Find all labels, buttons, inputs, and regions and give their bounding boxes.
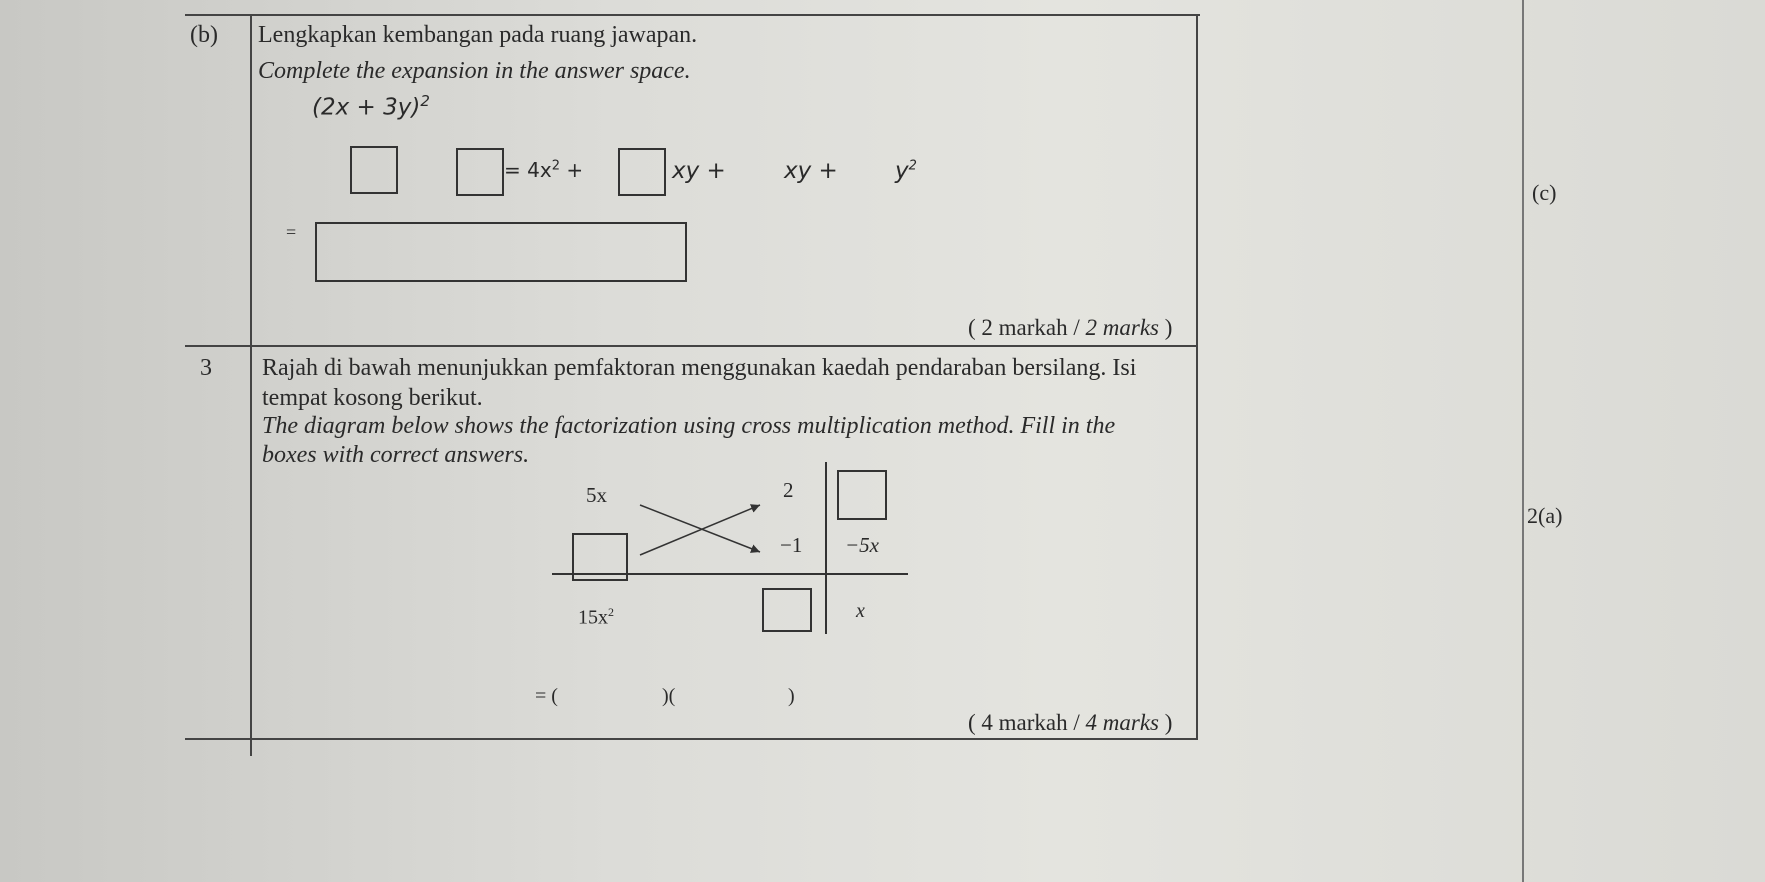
eq-4x: = 4x	[504, 158, 552, 182]
answer-box-2[interactable]	[456, 148, 504, 196]
part-b-marks	[968, 315, 1172, 341]
expression-exponent: 2	[420, 92, 430, 110]
eq-part1	[504, 158, 583, 182]
answer-box-wide[interactable]	[315, 222, 687, 282]
right-margin-line	[1522, 0, 1524, 882]
eq-xy1: xy +	[672, 158, 726, 184]
question-3-number: 3	[200, 355, 212, 381]
label-c: (c)	[1532, 180, 1557, 205]
diagram-15x-exponent: 2	[608, 605, 614, 619]
equals-sign: =	[286, 222, 297, 242]
eq-y-exponent: 2	[908, 158, 917, 174]
eq-y: y	[895, 158, 909, 184]
answer-close: )	[788, 685, 795, 707]
answer-open: = (	[535, 685, 558, 707]
number-column-line	[250, 14, 252, 756]
answer-box-1[interactable]	[350, 146, 398, 194]
question-3-marks-suffix: )	[1159, 710, 1173, 735]
eq-plus: +	[566, 158, 584, 182]
part-b-marks-prefix: ( 2 markah /	[968, 315, 1086, 340]
answer-box-3[interactable]	[618, 148, 666, 196]
question-3-marks-italic: 4 marks	[1085, 710, 1159, 735]
diagram-top-left: 5x	[586, 483, 607, 507]
eq-y2	[895, 158, 917, 184]
diagram-horizontal-line	[552, 573, 908, 575]
diagram-15x: 15x	[578, 606, 608, 629]
part-b-marks-italic: 2 marks	[1085, 315, 1159, 340]
question-3-marks	[968, 710, 1172, 736]
part-b-marks-suffix: )	[1159, 315, 1173, 340]
diagram-box-bottom-mid[interactable]	[762, 588, 812, 632]
question-3-instruction-en-2: boxes with correct answers.	[262, 442, 530, 468]
part-b-label: (b)	[190, 22, 218, 48]
cross-arrows	[630, 490, 780, 560]
question-3-marks-prefix: ( 4 markah /	[968, 710, 1086, 735]
part-b-instruction-ms: Lengkapkan kembangan pada ruang jawapan.	[258, 22, 698, 48]
separator-line	[185, 345, 1198, 347]
question-3-instruction-en-1: The diagram below shows the factorization using cross multiplication method. Fill in the	[262, 413, 1116, 439]
right-border	[1196, 14, 1198, 739]
expression	[312, 92, 430, 121]
answer-mid: )(	[662, 685, 676, 707]
diagram-box-top-right[interactable]	[837, 470, 887, 520]
diagram-vertical-line	[825, 462, 827, 634]
diagram-bottom-left	[578, 605, 614, 630]
label-2a: 2(a)	[1527, 503, 1563, 528]
eq-xy2: xy +	[784, 158, 838, 184]
diagram-top-mid: 2	[783, 478, 794, 502]
top-border	[185, 14, 1200, 16]
part-b-instruction-en: Complete the expansion in the answer space.	[258, 58, 691, 84]
diagram-mid-mid: −1	[780, 533, 803, 557]
bottom-border	[185, 738, 1198, 740]
expression-base: (2x + 3y)	[312, 94, 421, 121]
question-3-instruction-ms-2: tempat kosong berikut.	[262, 385, 483, 411]
question-3-instruction-ms-1: Rajah di bawah menunjukkan pemfaktoran menggunakan kaedah pendaraban bersilang. Isi	[262, 355, 1137, 381]
diagram-bottom-right: x	[856, 600, 865, 622]
eq-4x-exponent: 2	[551, 158, 560, 174]
diagram-mid-right: −5x	[845, 533, 879, 557]
